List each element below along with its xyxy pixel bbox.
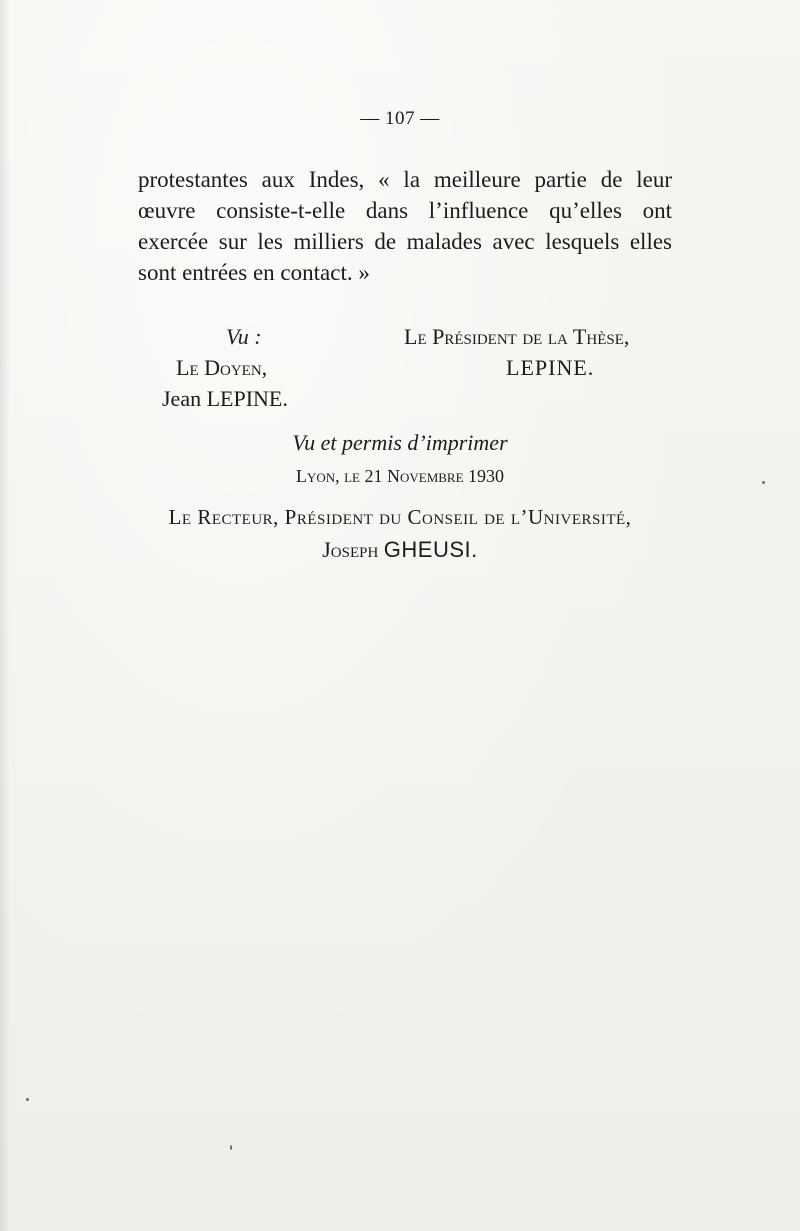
ink-speck	[230, 1145, 232, 1150]
recteur-surname: GHEUSI.	[383, 537, 478, 562]
president-name: LEPINE.	[506, 355, 595, 380]
recteur-title: Le Recteur, Président du Conseil de l’Université,	[168, 505, 632, 529]
president-title: Le Président de la Thèse,	[404, 324, 630, 349]
body-line: exercée sur les milliers de malades avec lesquels elles	[138, 229, 672, 254]
vu-label: Vu :	[226, 324, 262, 349]
page-edge-shadow	[0, 0, 10, 1231]
doyen-name: Jean LEPINE.	[162, 386, 288, 411]
recteur-first-name: Joseph	[322, 537, 379, 562]
doyen-title: Le Doyen,	[176, 355, 268, 380]
body-line: œuvre consiste-t-elle dans l’influence qu’elles ont	[138, 198, 672, 223]
imprimatur-statement: Vu et permis d’imprimer	[292, 430, 508, 455]
body-line: protestantes aux Indes, « la meilleure partie de leur	[138, 167, 672, 192]
body-line: sont entrées en contact. »	[138, 260, 370, 285]
page-number: — 107 —	[360, 108, 440, 129]
ink-speck	[762, 481, 765, 484]
recteur-name	[0, 537, 800, 563]
ink-speck	[26, 1098, 29, 1101]
place-and-date: Lyon, le 21 Novembre 1930	[295, 466, 505, 486]
body-paragraph	[138, 164, 672, 288]
